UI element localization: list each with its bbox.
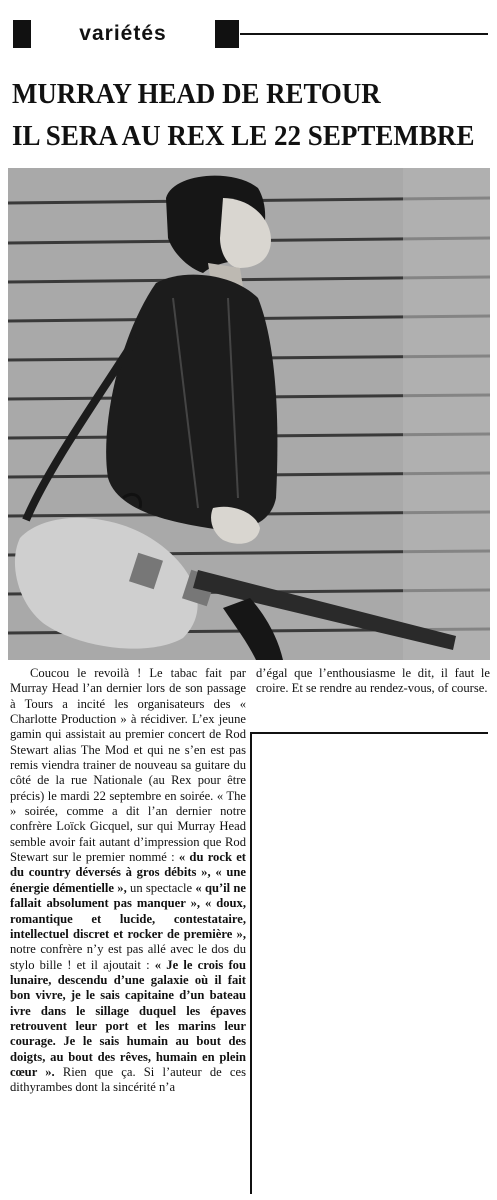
article-text: notre confrère n’y est pas allé avec le dos du stylo bille ! et il ajoutait : bbox=[10, 942, 246, 972]
article-quote: « Je le crois fou lunaire, descendu d’une galaxie où il fait bon vivre, je le sais capitaine d’un bateau ivre dans le sillage duquel les épaves retrouvent leur port et les marins leur courage. Je le sais humain au bout des doigts, au bout des rêves, humain en plein cœur ». bbox=[10, 957, 246, 1079]
article-text: un spectacle bbox=[130, 880, 193, 895]
article-quote: « du rock et du country déversés à gros débits », « une énergie démentielle », bbox=[10, 850, 246, 895]
article-text: Coucou le revoilà ! Le tabac fait par Murray Head l’an dernier lors de son passage à Tours a incité les organisateurs des « Charlotte Production » à récidiver. L’ex jeune gamin qui assistait au premier concert de Rod Stewart alias The Mod et qui ne s’en est pas remis viendra trainer de nouveau sa guitare du côté de la rue Nationale (au Rex pour être précis) le mardi 22 septembre en soirée. « The » soirée, comme a dit l’an dernier notre confrère Loïck Gicquel, sur qui Murray Head semble avoir fait autant d’impression que Rod Stewart sur le premier nommé : bbox=[10, 666, 246, 865]
article-photo bbox=[8, 168, 490, 660]
article-paragraph bbox=[10, 666, 246, 1096]
article-column-2 bbox=[256, 666, 490, 697]
rubric-label: variétés bbox=[28, 20, 218, 48]
article-text: d’égal que l’enthousiasme le dit, il faut le croire. Et se rendre au rendez-vous, of course. bbox=[256, 666, 490, 696]
article-text: Rien que ça. Si l’auteur de ces dithyrambes dont la sincérité n’a bbox=[10, 1064, 246, 1095]
article-column-1 bbox=[10, 666, 246, 1096]
article-paragraph bbox=[256, 666, 490, 697]
adjacent-article-frame bbox=[250, 732, 488, 1194]
article-quote: « qu’il ne fallait absolument pas manquer », « doux, romantique et lucide, contestataire, intellectuel discret et rocker de première », bbox=[10, 880, 247, 941]
headline-line-1: MURRAY HEAD DE RETOUR bbox=[12, 79, 381, 110]
wall-light-panel bbox=[403, 168, 490, 660]
photo-illustration bbox=[8, 168, 490, 660]
rubric-rule bbox=[240, 33, 488, 35]
headline-line-2: IL SERA AU REX LE 22 SEPTEMBRE bbox=[12, 121, 475, 152]
